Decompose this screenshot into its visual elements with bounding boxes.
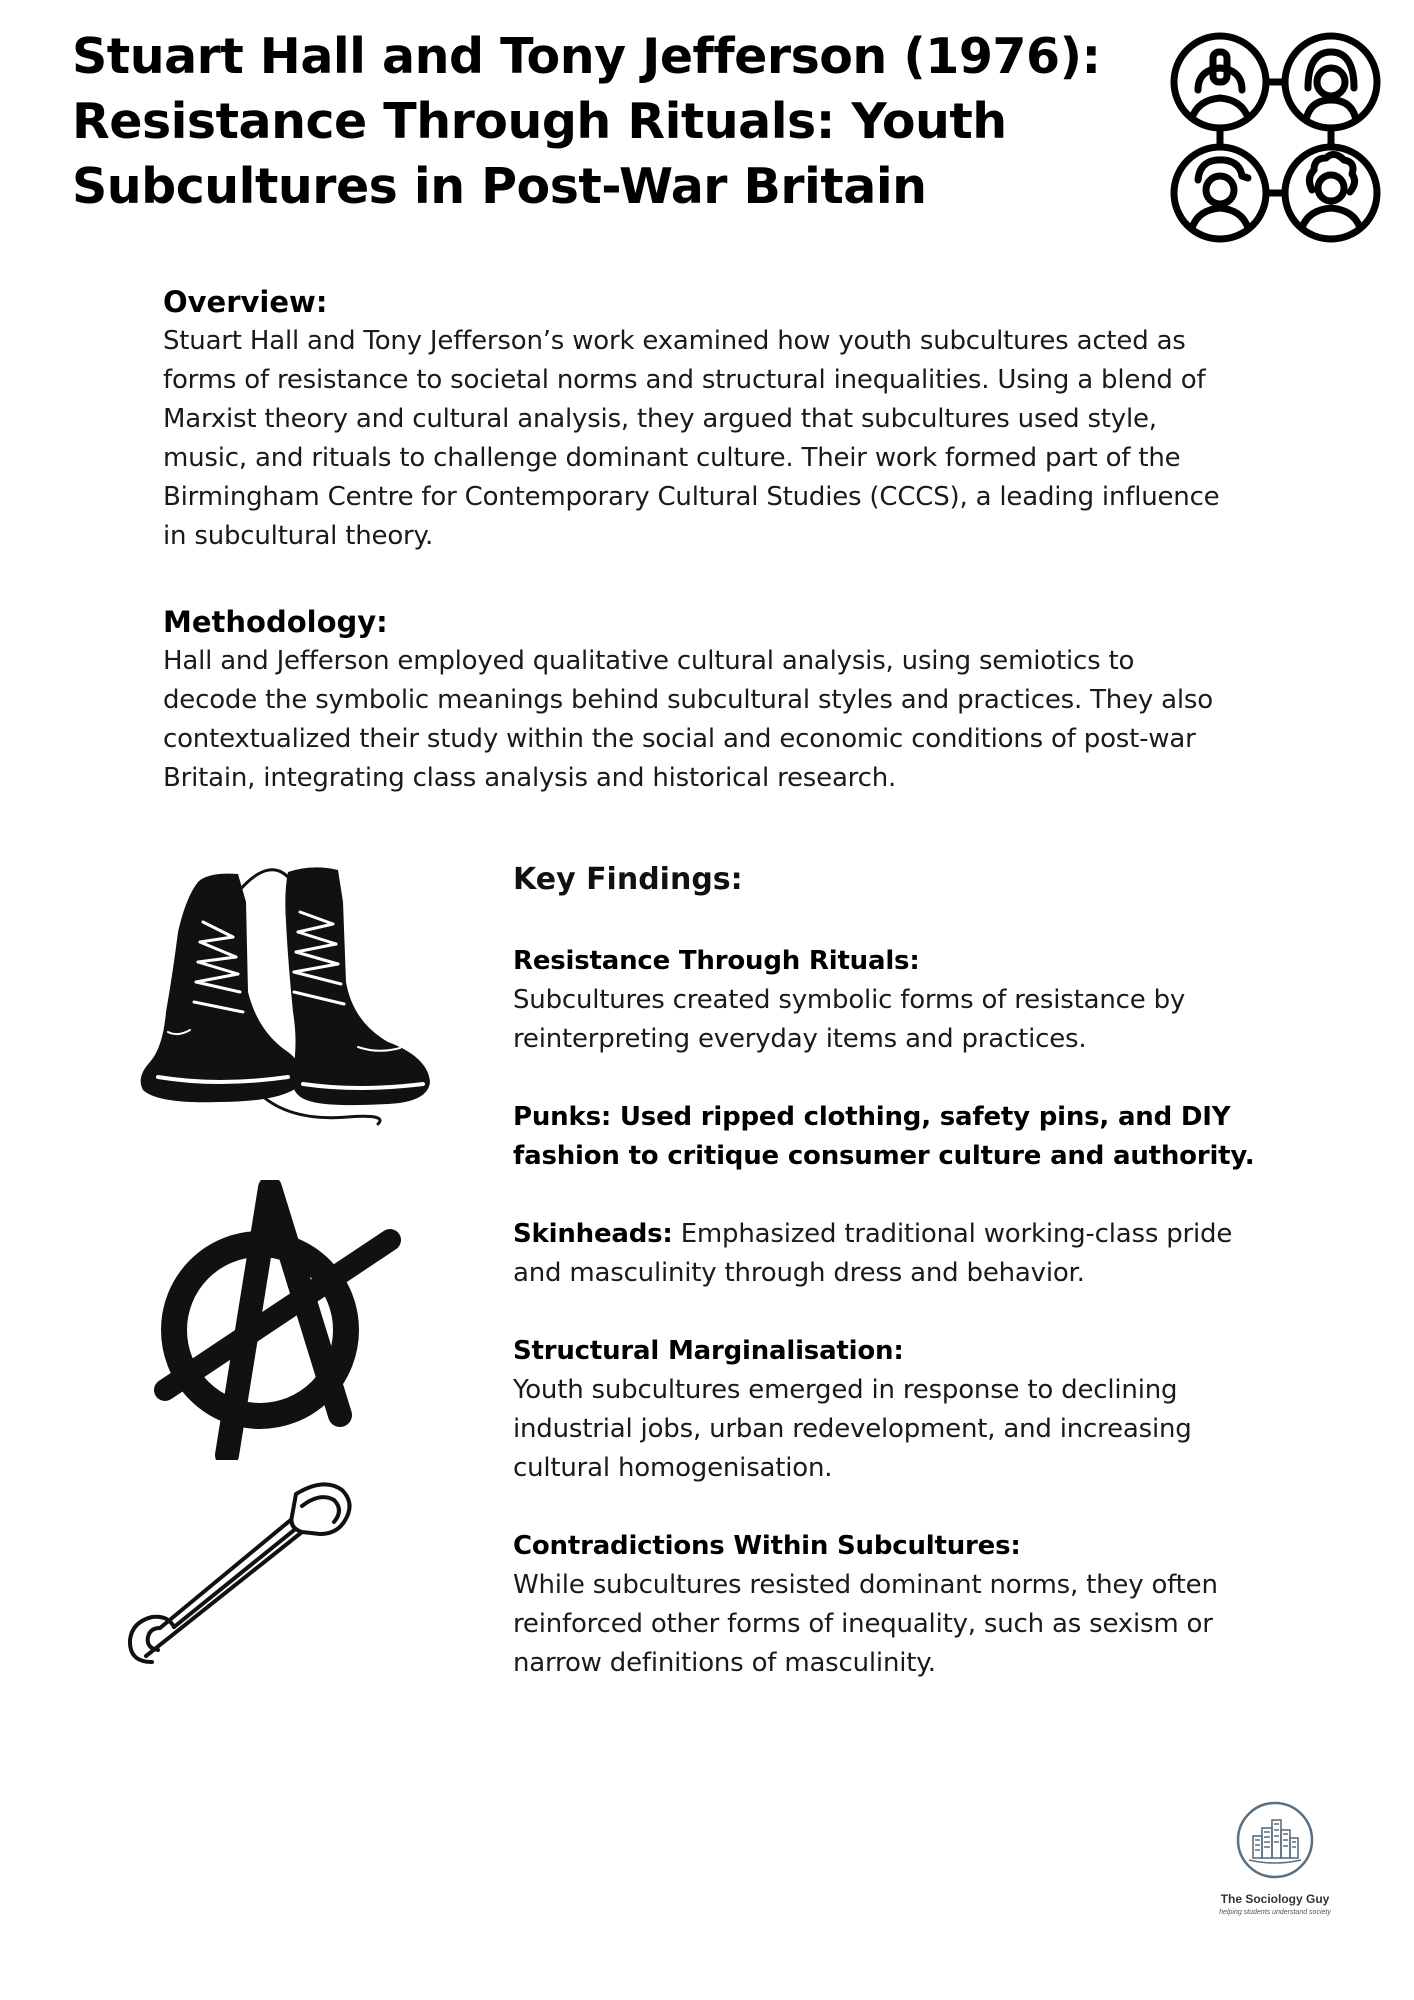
finding-heading: Skinheads: <box>513 1219 673 1249</box>
key-findings-heading: Key Findings: <box>513 862 743 897</box>
finding-line: While subcultures resisted dominant norms, they often <box>513 1570 1218 1600</box>
logo-tagline: helping students understand society <box>1219 1909 1331 1916</box>
methodology-section <box>163 602 1313 798</box>
finding-line: and masculinity through dress and behavior. <box>513 1258 1085 1288</box>
overview-section <box>163 282 1313 556</box>
overview-text <box>163 322 1313 556</box>
anarchy-symbol-icon <box>135 1180 405 1460</box>
paragraph-line: decode the symbolic meanings behind subcultural styles and practices. They also <box>163 685 1213 715</box>
page-title <box>72 24 1132 219</box>
youth-group-icon <box>1168 30 1383 245</box>
finding-text: Emphasized traditional working-class pride <box>672 1219 1233 1249</box>
finding-line: industrial jobs, urban redevelopment, and increasing <box>513 1414 1192 1444</box>
finding-resistance <box>513 942 1373 1059</box>
finding-line: Punks: Used ripped clothing, safety pins, and DIY <box>513 1102 1231 1132</box>
title-line: Resistance Through Rituals: Youth <box>72 93 1007 150</box>
paragraph-line: forms of resistance to societal norms and structural inequalities. Using a blend of <box>163 365 1206 395</box>
finding-heading: Contradictions Within Subcultures: <box>513 1531 1021 1561</box>
methodology-heading: Methodology: <box>163 605 388 639</box>
overview-heading: Overview: <box>163 285 328 319</box>
title-line: Stuart Hall and Tony Jefferson (1976): <box>72 28 1101 85</box>
paragraph-line: Marxist theory and cultural analysis, they argued that subcultures used style, <box>163 404 1157 434</box>
sociology-guy-logo <box>1195 1800 1355 1916</box>
paragraph-line: music, and rituals to challenge dominant culture. Their work formed part of the <box>163 443 1181 473</box>
boots-icon <box>138 862 438 1132</box>
finding-line: fashion to critique consumer culture and authority. <box>513 1141 1255 1171</box>
city-skyline-logo-icon <box>1235 1800 1315 1880</box>
finding-line: Subcultures created symbolic forms of resistance by <box>513 985 1186 1015</box>
finding-punks <box>513 1098 1373 1176</box>
key-findings-section <box>513 858 1373 1722</box>
title-line: Subcultures in Post-War Britain <box>72 158 927 215</box>
finding-line: Youth subcultures emerged in response to declining <box>513 1375 1178 1405</box>
safety-pin-icon <box>124 1472 354 1672</box>
paragraph-line: Birmingham Centre for Contemporary Cultural Studies (CCCS), a leading influence <box>163 482 1220 512</box>
paragraph-line: Stuart Hall and Tony Jefferson’s work examined how youth subcultures acted as <box>163 326 1186 356</box>
finding-line: cultural homogenisation. <box>513 1453 833 1483</box>
logo-name: The Sociology Guy <box>1220 1892 1330 1906</box>
paragraph-line: in subcultural theory. <box>163 521 434 551</box>
finding-marginalisation <box>513 1332 1373 1488</box>
methodology-text <box>163 642 1313 798</box>
finding-heading: Resistance Through Rituals: <box>513 946 920 976</box>
paragraph-line: contextualized their study within the social and economic conditions of post-war <box>163 724 1196 754</box>
finding-line: reinforced other forms of inequality, such as sexism or <box>513 1609 1213 1639</box>
finding-heading: Structural Marginalisation: <box>513 1336 904 1366</box>
finding-line <box>513 1215 1373 1254</box>
paragraph-line: Britain, integrating class analysis and historical research. <box>163 763 897 793</box>
finding-line: reinterpreting everyday items and practices. <box>513 1024 1087 1054</box>
paragraph-line: Hall and Jefferson employed qualitative cultural analysis, using semiotics to <box>163 646 1135 676</box>
finding-contradictions <box>513 1527 1373 1683</box>
finding-line: narrow definitions of masculinity. <box>513 1648 936 1678</box>
finding-skinheads <box>513 1215 1373 1293</box>
